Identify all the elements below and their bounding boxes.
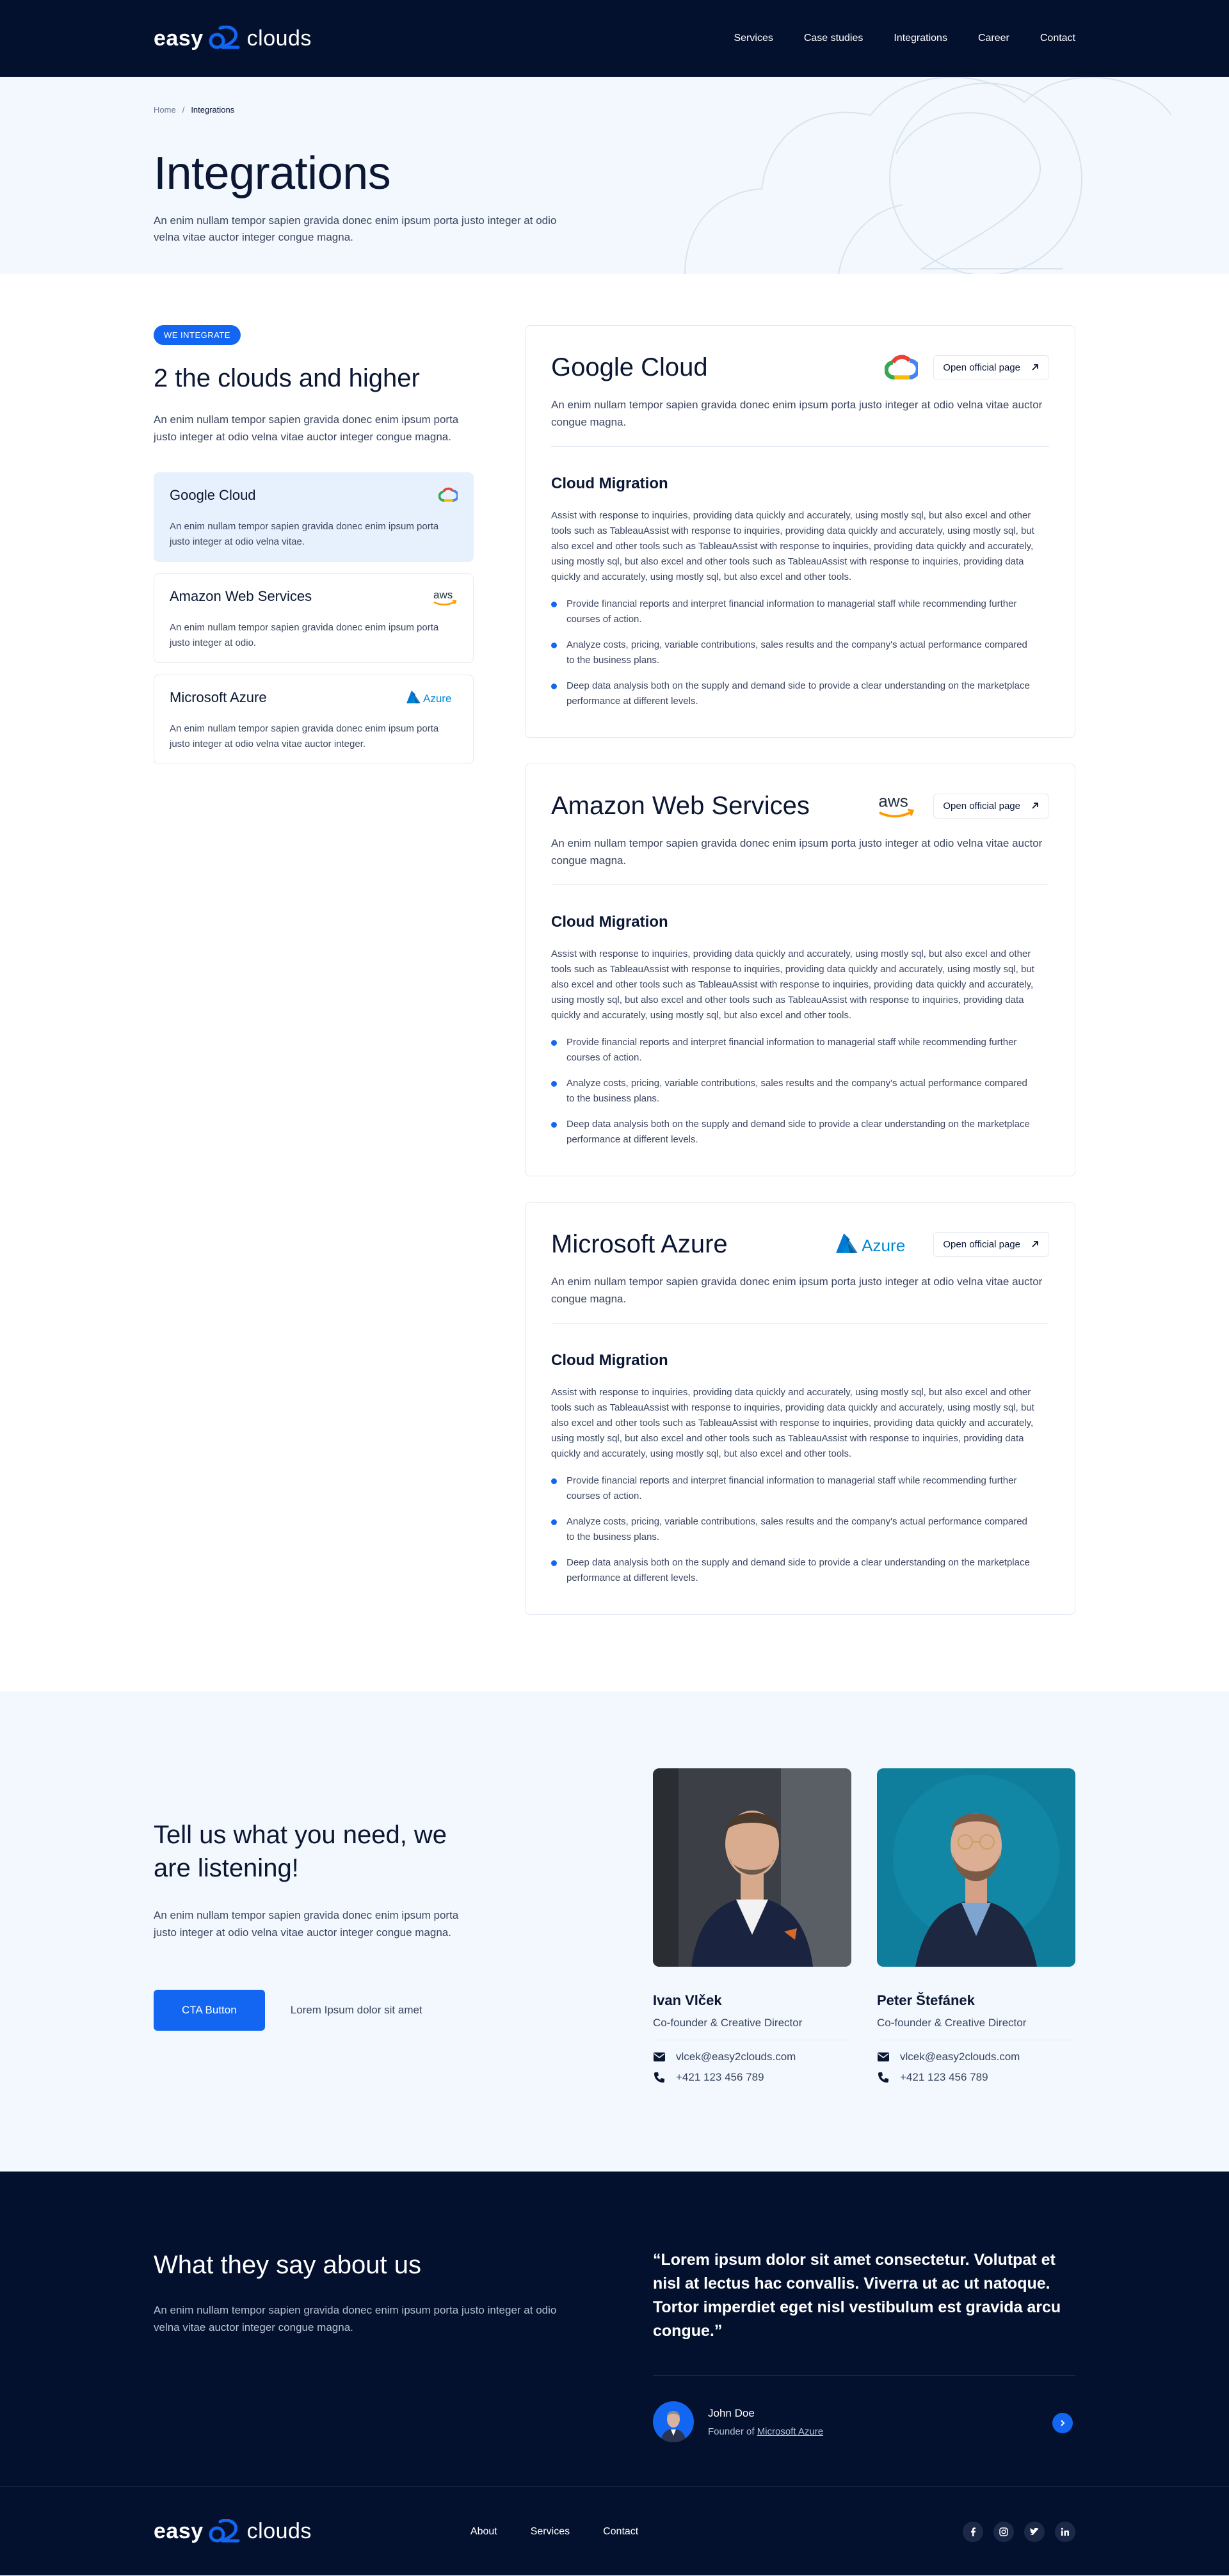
- card-title: Amazon Web Services: [551, 791, 810, 820]
- google-cloud-icon: [885, 354, 918, 381]
- card-section-title: Cloud Migration: [551, 475, 668, 492]
- section-badge: WE INTEGRATE: [154, 325, 241, 345]
- card-bullets: [551, 596, 1049, 709]
- nav-integrations[interactable]: Integrations: [894, 33, 947, 44]
- person-photo: [653, 1768, 851, 1967]
- person-phone[interactable]: [877, 2071, 1075, 2084]
- mail-icon: [653, 2052, 666, 2062]
- card-title: Google Cloud: [551, 353, 708, 381]
- list-item: Analyze costs, pricing, variable contributions, sales results and the company's actual performance compared to the business plans.: [551, 637, 1038, 668]
- footer-nav: [470, 2526, 638, 2538]
- aws-icon: [432, 588, 458, 607]
- breadcrumb-current: Integrations: [191, 105, 235, 115]
- person-role: Co-founder & Creative Director: [877, 2017, 1027, 2029]
- arrow-up-right-icon: [1031, 363, 1040, 372]
- author-company-link[interactable]: Microsoft Azure: [757, 2426, 824, 2437]
- divider: [551, 884, 1049, 885]
- svg-text:Azure: Azure: [862, 1235, 906, 1255]
- person-name: Ivan Vlček: [653, 1992, 722, 2008]
- phone-icon: [877, 2071, 890, 2084]
- nav-career[interactable]: Career: [977, 33, 1009, 44]
- list-item: Deep data analysis both on the supply and demand side to provide a clear understanding on the marketplace performance at different levels.: [551, 1117, 1038, 1148]
- contact-section: [0, 1692, 1229, 2172]
- tab-text: An enim nullam tempor sapien gravida donec enim ipsum porta justo integer at odio.: [170, 622, 439, 648]
- open-official-page-label: Open official page: [943, 800, 1020, 812]
- linkedin-icon[interactable]: [1055, 2522, 1075, 2542]
- contact-lead: An enim nullam tempor sapien gravida donec enim ipsum porta justo integer at odio velna vitae auctor integer congue magna.: [154, 1909, 459, 1939]
- open-official-page-button[interactable]: [933, 794, 1049, 819]
- svg-text:aws: aws: [433, 589, 453, 601]
- logo-word-easy: easy: [154, 2519, 204, 2543]
- team-contacts: [653, 1768, 1075, 2084]
- footer-nav-services[interactable]: Services: [530, 2525, 570, 2537]
- breadcrumb-separator: /: [182, 105, 185, 115]
- card-lead: An enim nullam tempor sapien gravida donec enim ipsum porta justo integer at odio velna vitae auctor congue magna.: [551, 837, 1043, 867]
- list-item: Analyze costs, pricing, variable contributions, sales results and the company's actual performance compared to the business plans.: [551, 1514, 1038, 1545]
- divider: [653, 2375, 1075, 2376]
- author-role-prefix: Founder of: [708, 2426, 755, 2437]
- google-cloud-icon: [438, 487, 458, 502]
- person-photo: [877, 1768, 1075, 1967]
- integrations-sidebar: [154, 325, 474, 1615]
- person-name: Peter Štefánek: [877, 1992, 975, 2008]
- arrow-up-right-icon: [1031, 1240, 1040, 1249]
- tab-title: Google Cloud: [170, 487, 256, 503]
- open-official-page-button[interactable]: [933, 355, 1049, 380]
- card-title: Microsoft Azure: [551, 1229, 728, 1258]
- tab-google-cloud[interactable]: [154, 472, 474, 562]
- card-lead: An enim nullam tempor sapien gravida donec enim ipsum porta justo integer at odio velna vitae auctor congue magna.: [551, 1276, 1043, 1305]
- logo-2-icon: [209, 26, 242, 51]
- open-official-page-button[interactable]: [933, 1232, 1049, 1257]
- chevron-right-icon: [1059, 2419, 1066, 2427]
- phone-text: +421 123 456 789: [676, 2071, 764, 2083]
- open-official-page-label: Open official page: [943, 1238, 1020, 1250]
- nav-case-studies[interactable]: Case studies: [803, 33, 864, 44]
- site-footer: [0, 2486, 1229, 2575]
- person-email[interactable]: [877, 2051, 1075, 2063]
- logo[interactable]: [154, 26, 312, 51]
- card-section-title: Cloud Migration: [551, 913, 668, 931]
- social-links: [963, 2522, 1075, 2542]
- person-email[interactable]: [653, 2051, 851, 2063]
- breadcrumb: [154, 105, 234, 115]
- email-text: vlcek@easy2clouds.com: [676, 2051, 796, 2063]
- logo-word-easy: easy: [154, 26, 204, 51]
- site-header: [0, 0, 1229, 77]
- breadcrumb-home[interactable]: Home: [154, 105, 176, 115]
- list-item: Provide financial reports and interpret financial information to managerial staff while recommending further courses of action.: [551, 1035, 1038, 1066]
- person-card: [877, 1768, 1075, 2084]
- list-item: Deep data analysis both on the supply and demand side to provide a clear understanding on the marketplace performance at different levels.: [551, 1555, 1038, 1586]
- card-bullets: [551, 1473, 1049, 1586]
- list-item: Provide financial reports and interpret financial information to managerial staff while recommending further courses of action.: [551, 596, 1038, 627]
- list-item: Provide financial reports and interpret financial information to managerial staff while recommending further courses of action.: [551, 1473, 1038, 1504]
- open-official-page-label: Open official page: [943, 362, 1020, 373]
- testimonial-author: [653, 2401, 1075, 2442]
- facebook-icon[interactable]: [963, 2522, 983, 2542]
- avatar: [653, 2401, 694, 2442]
- aws-icon: [874, 791, 918, 820]
- integrations-section: [0, 274, 1229, 1692]
- hero: [0, 77, 1229, 274]
- phone-text: +421 123 456 789: [900, 2071, 988, 2083]
- phone-icon: [653, 2071, 666, 2084]
- svg-text:Azure: Azure: [423, 692, 452, 705]
- card-body: Assist with response to inquiries, providing data quickly and accurately, using mostly sql, but also excel and other tools such as TableauAssist with response to inquiries, providing data quickly and accurately, using mostly sql, but also excel and other tools such as TableauAssist with response to inquiries, providing data quickly and accurately, using mostly sql, but also excel and other tools such as TableauAssist with response to inquiries, providing data quickly and accurately, using mostly sql, but also excel and other tools.: [551, 948, 1034, 1021]
- footer-nav-contact[interactable]: Contact: [603, 2525, 639, 2537]
- azure-icon: [405, 689, 458, 706]
- card-section-title: Cloud Migration: [551, 1352, 668, 1369]
- card-bullets: [551, 1035, 1049, 1148]
- azure-icon: [831, 1231, 918, 1257]
- testimonials-lead: An enim nullam tempor sapien gravida donec enim ipsum porta justo integer at odio velna vitae auctor integer congue magna.: [154, 2304, 557, 2333]
- divider: [551, 446, 1049, 447]
- card-amazon-web-services: [525, 764, 1075, 1176]
- testimonial-quote: “Lorem ipsum dolor sit amet consectetur. Volutpat et nisl at lectus hac convallis. Viverra ut ac ut natoque. Tortor imperdiet eget nisl vestibulum est gravida arcu congue.”: [653, 2251, 1061, 2340]
- integrations-title: 2 the clouds and higher: [154, 364, 420, 392]
- card-body: Assist with response to inquiries, providing data quickly and accurately, using mostly sql, but also excel and other tools such as TableauAssist with response to inquiries, providing data quickly and accurately, using mostly sql, but also excel and other tools such as TableauAssist with response to inquiries, providing data quickly and accurately, using mostly sql, but also excel and other tools such as TableauAssist with response to inquiries, providing data quickly and accurately, using mostly sql, but also excel and other tools.: [551, 510, 1034, 582]
- author-role: [708, 2426, 823, 2437]
- nav-services[interactable]: Services: [734, 33, 773, 44]
- testimonials-title: What they say about us: [154, 2251, 422, 2279]
- integration-cards: [525, 325, 1075, 1615]
- cta-button[interactable]: CTA Button: [154, 1990, 265, 2031]
- author-name: John Doe: [708, 2406, 755, 2419]
- list-item: Deep data analysis both on the supply and demand side to provide a clear understanding on the marketplace performance at different levels.: [551, 678, 1038, 709]
- contact-intro: [154, 1818, 474, 2031]
- testimonial: [653, 2248, 1075, 2442]
- footer-logo[interactable]: [154, 2519, 312, 2545]
- secondary-link[interactable]: Lorem Ipsum dolor sit amet: [290, 2004, 422, 2016]
- svg-text:aws: aws: [878, 791, 909, 811]
- main-nav: [734, 33, 1075, 44]
- tab-title: Microsoft Azure: [170, 689, 267, 705]
- contact-title: Tell us what you need, we are listening!: [154, 1821, 447, 1882]
- divider: [551, 1323, 1049, 1324]
- tab-title: Amazon Web Services: [170, 588, 312, 604]
- mail-icon: [877, 2052, 890, 2062]
- tab-amazon-web-services[interactable]: [154, 573, 474, 663]
- list-item: Analyze costs, pricing, variable contributions, sales results and the company's actual performance compared to the business plans.: [551, 1076, 1038, 1107]
- nav-contact[interactable]: Contact: [1040, 33, 1075, 44]
- integrations-lead: An enim nullam tempor sapien gravida donec enim ipsum porta justo integer at odio velna vitae auctor integer congue magna.: [154, 413, 459, 443]
- card-google-cloud: [525, 325, 1075, 738]
- person-card: [653, 1768, 851, 2084]
- card-microsoft-azure: [525, 1202, 1075, 1615]
- card-lead: An enim nullam tempor sapien gravida donec enim ipsum porta justo integer at odio velna vitae auctor congue magna.: [551, 399, 1043, 428]
- integration-tabs: [154, 472, 474, 764]
- arrow-up-right-icon: [1031, 801, 1040, 810]
- person-phone[interactable]: [653, 2071, 851, 2084]
- page-title: Integrations: [154, 148, 391, 199]
- next-testimonial-button[interactable]: [1052, 2413, 1073, 2433]
- email-text: vlcek@easy2clouds.com: [900, 2051, 1020, 2063]
- logo-word-clouds: clouds: [246, 2519, 312, 2543]
- logo-2-icon: [209, 2519, 242, 2545]
- hero-lead: An enim nullam tempor sapien gravida donec enim ipsum porta justo integer at odio velna vitae auctor integer congue magna.: [154, 214, 557, 243]
- twitter-icon[interactable]: [1024, 2522, 1045, 2542]
- footer-nav-about[interactable]: About: [470, 2525, 497, 2537]
- logo-word-clouds: clouds: [246, 26, 312, 51]
- card-body: Assist with response to inquiries, providing data quickly and accurately, using mostly sql, but also excel and other tools such as TableauAssist with response to inquiries, providing data quickly and accurately, using mostly sql, but also excel and other tools such as TableauAssist with response to inquiries, providing data quickly and accurately, using mostly sql, but also excel and other tools such as TableauAssist with response to inquiries, providing data quickly and accurately, using mostly sql, but also excel and other tools.: [551, 1387, 1034, 1459]
- instagram-icon[interactable]: [993, 2522, 1014, 2542]
- person-role: Co-founder & Creative Director: [653, 2017, 803, 2029]
- tab-microsoft-azure[interactable]: [154, 675, 474, 764]
- testimonials-section: [0, 2172, 1229, 2486]
- tab-text: An enim nullam tempor sapien gravida donec enim ipsum porta justo integer at odio velna vitae.: [170, 521, 439, 547]
- tab-text: An enim nullam tempor sapien gravida donec enim ipsum porta justo integer at odio velna vitae auctor integer.: [170, 723, 439, 749]
